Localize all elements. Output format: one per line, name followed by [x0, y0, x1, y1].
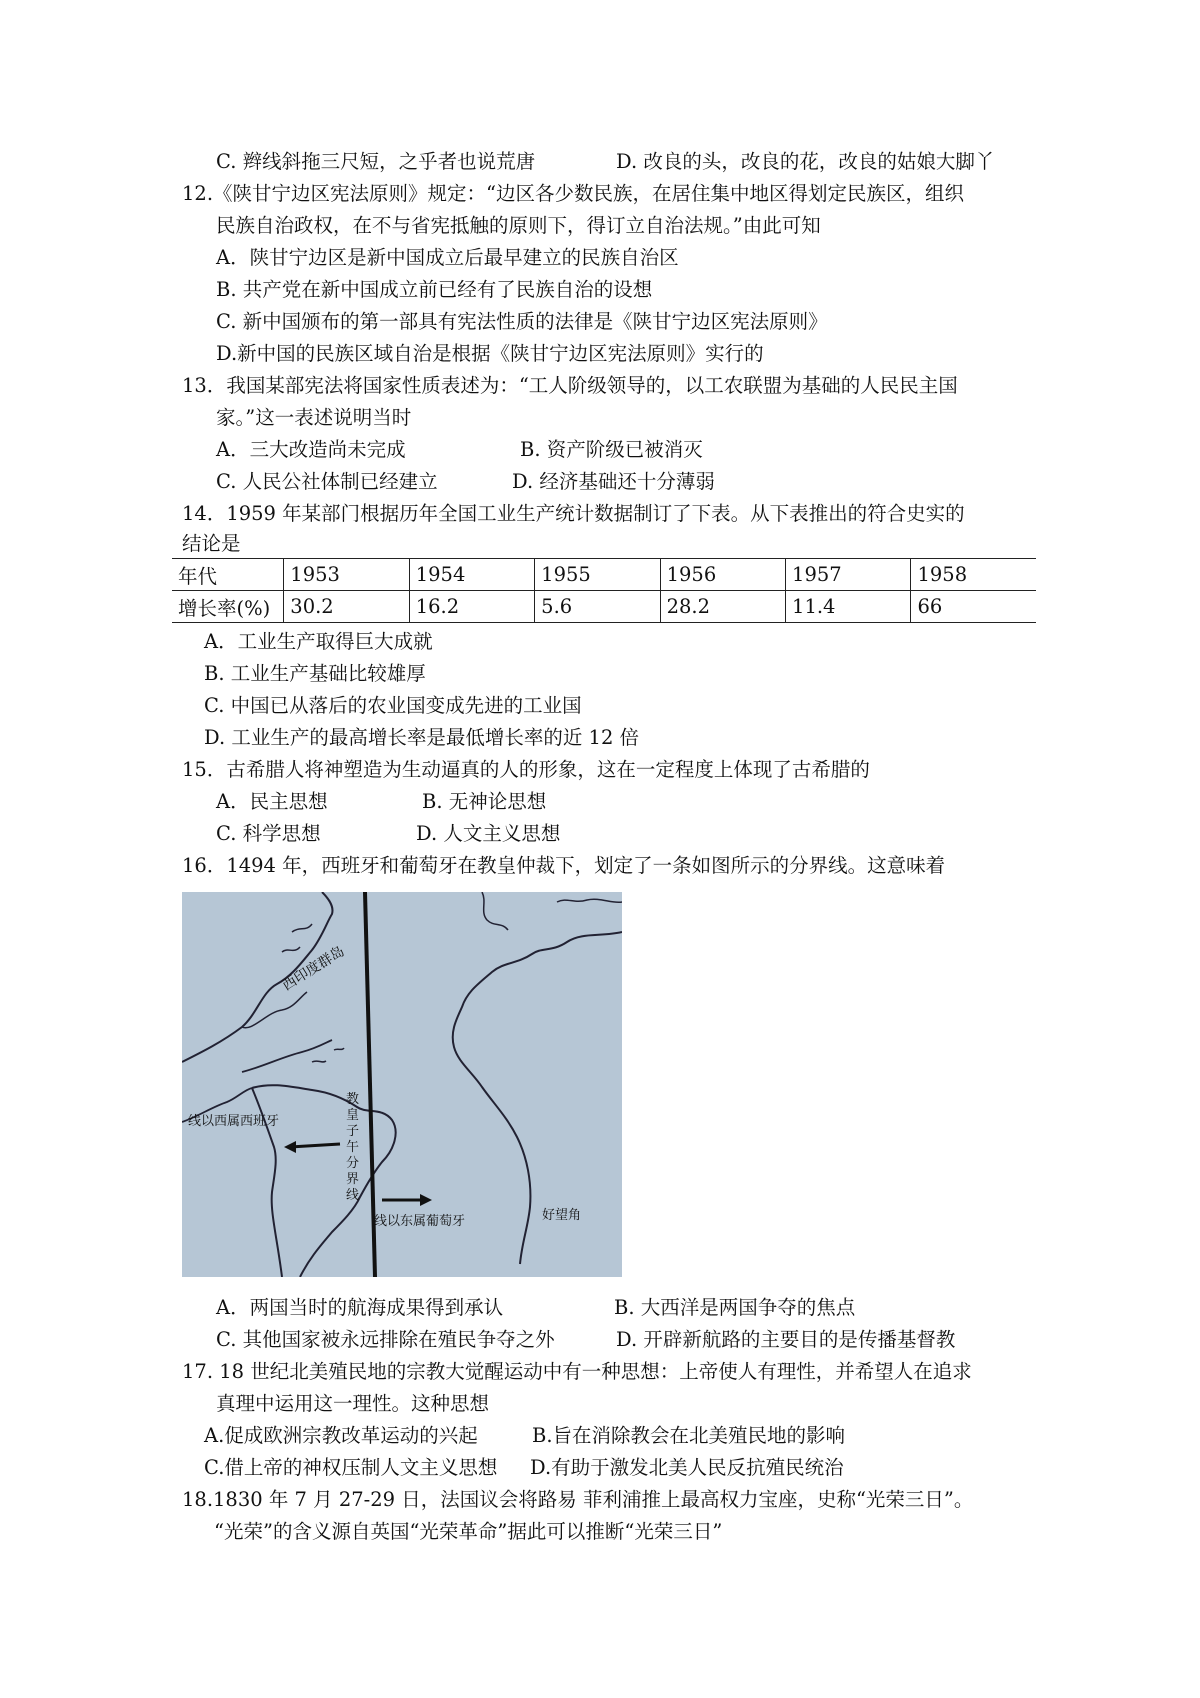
q16-option-d: D. 开辟新航路的主要目的是传播基督教 — [616, 1328, 956, 1351]
table-cell: 16.2 — [409, 591, 534, 623]
map-label-line-char: 分 — [346, 1156, 360, 1171]
q13-option-d: D. 经济基础还十分薄弱 — [512, 470, 715, 493]
q15-option-b: B. 无神论思想 — [422, 790, 547, 813]
q17-stem-line1: 17. 18 世纪北美殖民地的宗教大觉醒运动中有一种思想：上帝使人有理性，并希望人在追求 — [182, 1360, 972, 1383]
table-row — [172, 591, 1036, 623]
q14-stem-line1: 14．1959 年某部门根据历年全国工业生产统计数据制订了下表。从下表推出的符合史实的 — [182, 502, 965, 525]
table-cell: 28.2 — [660, 591, 785, 623]
q14-stem-line2: 结论是 — [182, 532, 241, 555]
table-cell: 5.6 — [535, 591, 660, 623]
q17-option-a: A.促成欧洲宗教改革运动的兴起 — [204, 1424, 478, 1447]
map-label-west-indies: 西印度群岛 — [279, 943, 348, 995]
q12-option-a: A．陕甘宁边区是新中国成立后最早建立的民族自治区 — [216, 246, 679, 269]
map-label-line-char: 教 — [346, 1092, 360, 1107]
q11-option-d: D. 改良的头，改良的花，改良的姑娘大脚丫 — [616, 150, 995, 173]
table-cell: 1957 — [786, 559, 911, 591]
map-label-cape: 好望角 — [542, 1208, 582, 1223]
table-cell: 30.2 — [284, 591, 409, 623]
table-cell: 1956 — [660, 559, 785, 591]
table-cell: 1954 — [409, 559, 534, 591]
q17-option-d: D.有助于激发北美人民反抗殖民统治 — [530, 1456, 844, 1479]
table-cell: 1953 — [284, 559, 409, 591]
q16-option-b: B. 大西洋是两国争夺的焦点 — [614, 1296, 856, 1319]
growth-rate-table — [172, 558, 1036, 623]
q12-stem-line2: 民族自治政权，在不与省宪抵触的原则下，得订立自治法规。”由此可知 — [216, 214, 821, 237]
q13-option-c: C. 人民公社体制已经建立 — [216, 470, 438, 493]
map-label-line-char: 线 — [346, 1188, 360, 1203]
q14-option-b: B. 工业生产基础比较雄厚 — [204, 662, 426, 685]
q11-option-c: C. 辫线斜拖三尺短，之乎者也说荒唐 — [216, 150, 536, 173]
map-label-east: 线以东属葡萄牙 — [374, 1214, 466, 1229]
map-label-line-char: 午 — [346, 1140, 360, 1155]
table-cell: 年代 — [172, 559, 284, 591]
q14-option-c: C. 中国已从落后的农业国变成先进的工业国 — [204, 694, 582, 717]
map-label-line-char: 皇 — [346, 1108, 360, 1123]
q17-stem-line2: 真理中运用这一理性。这种思想 — [216, 1392, 490, 1415]
q13-option-a: A．三大改造尚未完成 — [216, 438, 406, 461]
table-cell: 66 — [911, 591, 1036, 623]
q17-option-b: B.旨在消除教会在北美殖民地的影响 — [532, 1424, 846, 1447]
q16-option-c: C. 其他国家被永远排除在殖民争夺之外 — [216, 1328, 555, 1351]
q13-stem-line2: 家。”这一表述说明当时 — [216, 406, 412, 429]
map-label-line — [346, 1092, 362, 1204]
q15-option-d: D. 人文主义思想 — [416, 822, 561, 845]
map-label-line-char: 子 — [346, 1124, 360, 1139]
q18-stem-line1: 18.1830 年 7 月 27-29 日，法国议会将路易 菲利浦推上最高权力宝座，史称“光荣三日”。 — [182, 1488, 974, 1511]
table-cell: 11.4 — [786, 591, 911, 623]
table-cell: 1958 — [911, 559, 1036, 591]
q12-option-d: D.新中国的民族区域自治是根据《陕甘宁边区宪法原则》实行的 — [216, 342, 764, 365]
q15-option-c: C. 科学思想 — [216, 822, 321, 845]
q17-option-c: C.借上帝的神权压制人文主义思想 — [204, 1456, 498, 1479]
q12-option-b: B. 共产党在新中国成立前已经有了民族自治的设想 — [216, 278, 653, 301]
q18-stem-line2: “光荣”的含义源自英国“光荣革命”据此可以推断“光荣三日” — [214, 1520, 723, 1543]
table-header-row — [172, 559, 1036, 591]
q16-stem: 16．1494 年，西班牙和葡萄牙在教皇仲裁下，划定了一条如图所示的分界线。这意味着 — [182, 854, 946, 877]
map-label-line-char: 界 — [346, 1172, 360, 1187]
map-label-west: 线以西属西班牙 — [188, 1114, 280, 1129]
q13-stem-line1: 13．我国某部宪法将国家性质表述为：“工人阶级领导的，以工农联盟为基础的人民民主国 — [182, 374, 958, 397]
q15-option-a: A．民主思想 — [216, 790, 328, 813]
q12-option-c: C. 新中国颁布的第一部具有宪法性质的法律是《陕甘宁边区宪法原则》 — [216, 310, 828, 333]
q14-option-a: A．工业生产取得巨大成就 — [204, 630, 433, 653]
demarcation-line-map — [182, 892, 622, 1277]
q15-stem: 15．古希腊人将神塑造为生动逼真的人的形象，这在一定程度上体现了古希腊的 — [182, 758, 870, 781]
q14-option-d: D. 工业生产的最高增长率是最低增长率的近 12 倍 — [204, 726, 640, 749]
table-cell: 1955 — [535, 559, 660, 591]
table-cell: 增长率(%) — [172, 591, 284, 623]
q13-option-b: B. 资产阶级已被消灭 — [520, 438, 703, 461]
q16-option-a: A．两国当时的航海成果得到承认 — [216, 1296, 504, 1319]
q12-stem-line1: 12.《陕甘宁边区宪法原则》规定：“边区各少数民族，在居住集中地区得划定民族区，组织 — [182, 182, 964, 205]
